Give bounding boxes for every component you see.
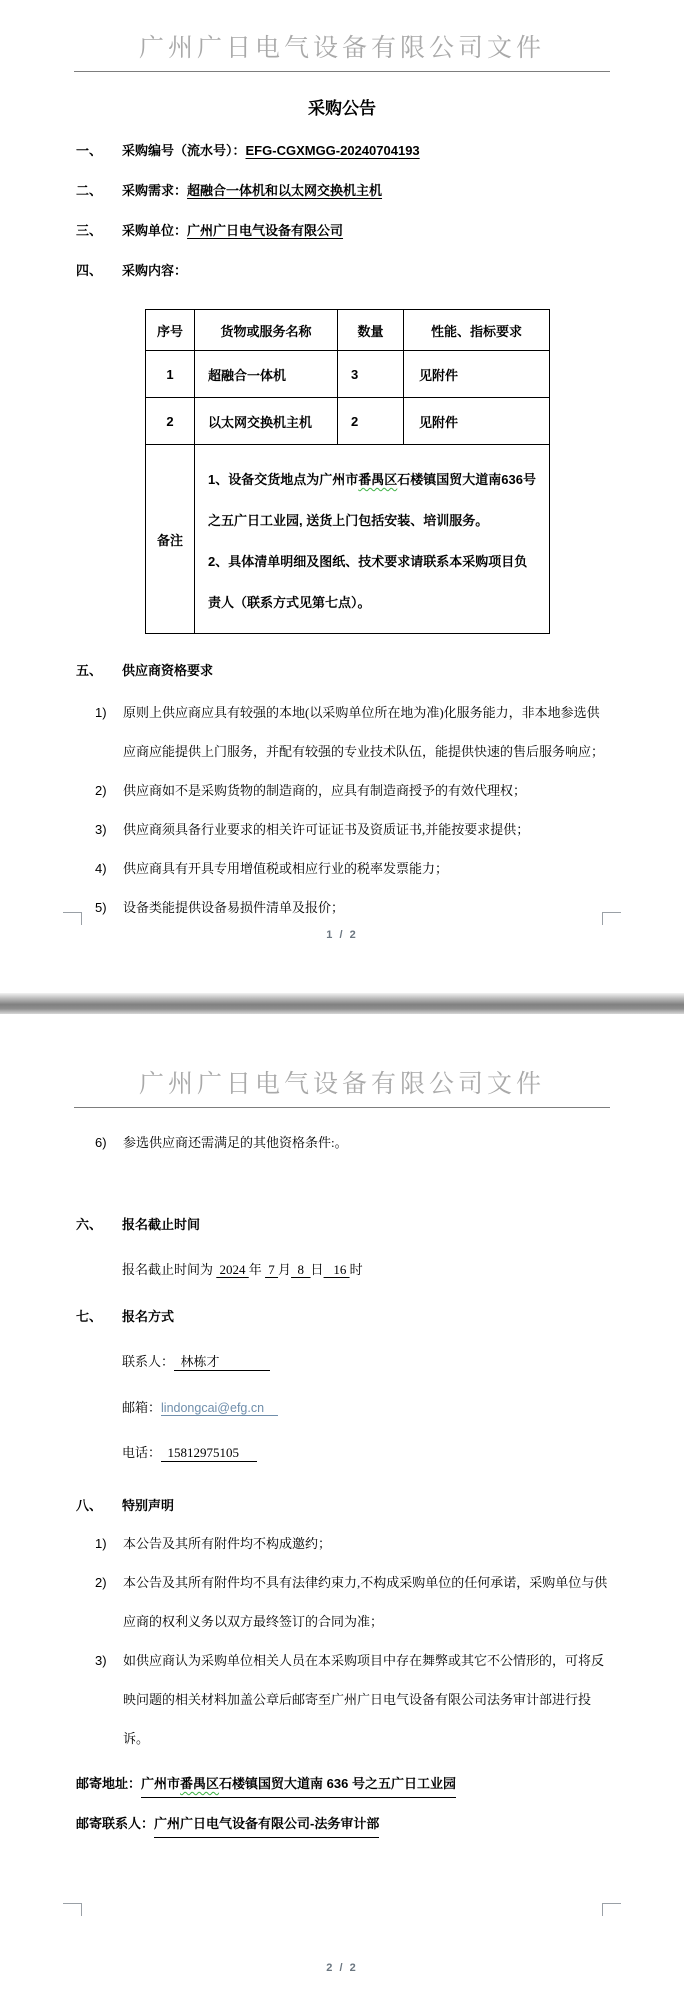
page-break-separator: [0, 993, 684, 1014]
mail-contact-value: 广州广日电气设备有限公司-法务审计部: [154, 1810, 379, 1838]
item-line: [122, 140, 420, 159]
table-row: [146, 351, 550, 398]
list-item: [76, 849, 612, 888]
margin-corner-mark: [602, 1903, 621, 1916]
section7-heading: [76, 1306, 612, 1325]
registration-deadline: [122, 1260, 612, 1280]
spellcheck-squiggle: 番禺区: [180, 1776, 220, 1791]
list-item-text: 供应商具有开具专用增值税或相应行业的税率发票能力；: [123, 861, 449, 876]
table-header-row: [146, 310, 550, 351]
table-row: [146, 398, 550, 445]
item-label: 采购编号（流水号）：: [122, 143, 246, 158]
cell-seq: 2: [146, 398, 195, 445]
list-item-number: 2): [95, 1575, 107, 1590]
qualification-list: [76, 693, 612, 927]
list-item: [76, 771, 612, 810]
document-title: 采购公告: [308, 99, 376, 118]
procurement-unit-value: 广州广日电气设备有限公司: [187, 223, 344, 238]
list-item: [76, 693, 612, 771]
deadline-month: 7: [265, 1262, 279, 1277]
mail-address-line: [76, 1770, 612, 1798]
list-item-text: 原则上供应商应具有较强的本地(以采购单位所在地为准)化服务能力，非本地参选供应商应能提供上门服务，并配有较强的专业技术队伍，能提供快速的售后服务响应；: [123, 705, 605, 759]
remark-text: 1、设备交货地点为广州市: [208, 472, 359, 487]
item-line: [122, 180, 382, 199]
deadline-day: 8: [291, 1262, 311, 1277]
procurement-demand-value: 超融合一体机和以太网交换机主机: [187, 183, 383, 198]
margin-corner-mark: [602, 912, 621, 925]
deadline-unit: 日: [310, 1262, 324, 1277]
deadline-unit: 时: [349, 1262, 363, 1277]
list-item-text: 供应商如不是采购货物的制造商的，应具有制造商授予的有效代理权；: [123, 783, 527, 798]
margin-corner-mark: [63, 1903, 82, 1916]
remark-label: 备注: [146, 445, 195, 634]
list-item-text: 供应商须具备行业要求的相关许可证证书及资质证书,并能按要求提供；: [123, 822, 530, 837]
list-item: [76, 1563, 612, 1641]
list-item-6: [76, 1123, 612, 1162]
list-item-text: 参选供应商还需满足的其他资格条件:。: [123, 1135, 348, 1150]
list-item-number: 5): [95, 900, 107, 915]
procurement-content-table: [145, 309, 550, 634]
spellcheck-squiggle: 番禺区: [358, 472, 398, 487]
page-number: 1 / 2: [326, 929, 358, 941]
cell-goods-name: 超融合一体机: [195, 351, 338, 398]
page2-content: [0, 1123, 684, 1838]
list-item-text: 本公告及其所有附件均不具有法律约束力,不构成采购单位的任何承诺，采购单位与供应商的权利义务以双方最终签订的合同为准；: [123, 1575, 608, 1629]
page-2: [0, 1014, 684, 2004]
cell-spec: 见附件: [404, 351, 550, 398]
item-procurement-content: [76, 260, 612, 279]
deadline-hour: 16: [323, 1262, 350, 1277]
section-title: 报名截止时间: [122, 1217, 201, 1232]
item-procurement-unit: [76, 220, 612, 239]
mail-address-post: 石楼镇国贸大道南 636 号之五广日工业园: [219, 1776, 456, 1791]
item-ordinal: 三、: [76, 223, 103, 238]
section-ordinal: 七、: [76, 1309, 103, 1324]
section-ordinal: 五、: [76, 663, 103, 678]
mail-contact-label: 邮寄联系人：: [76, 1816, 155, 1831]
list-item-number: 1): [95, 705, 107, 720]
page-1: [0, 0, 684, 993]
item-label: 采购单位：: [122, 223, 188, 238]
list-item-number: 3): [95, 1653, 107, 1668]
item-line: [122, 220, 343, 239]
list-item: [76, 1641, 612, 1758]
list-item-number: 1): [95, 1536, 107, 1551]
cell-quantity: 2: [338, 398, 404, 445]
list-item-number: 4): [95, 861, 107, 876]
section6-heading: [76, 1214, 612, 1233]
margin-corner-mark: [63, 912, 82, 925]
item-ordinal: 四、: [76, 263, 103, 278]
section-ordinal: 六、: [76, 1217, 103, 1232]
letterhead-rule: [74, 1107, 610, 1108]
company-letterhead: 广州广日电气设备有限公司文件: [138, 1071, 545, 1098]
section-ordinal: 八、: [76, 1498, 103, 1513]
list-item-number: 3): [95, 822, 107, 837]
mail-address-pre: 广州市: [141, 1776, 181, 1791]
item-label: 采购需求：: [122, 183, 188, 198]
mail-address-value: [141, 1770, 456, 1798]
section-title: 报名方式: [122, 1309, 175, 1324]
item-procurement-number: [76, 140, 612, 159]
contact-phone-line: [122, 1442, 612, 1462]
remark-line-1: [208, 459, 537, 541]
contact-email-line: [122, 1397, 612, 1416]
list-item-text: 如供应商认为采购单位相关人员在本采购项目中存在舞弊或其它不公情形的，可将反映问题的相关材料加盖公章后邮寄至广州广日电气设备有限公司法务审计部进行投诉。: [123, 1653, 605, 1746]
remark-text: 石楼镇国贸大道南636号之五广日工业园, 送货上门包括安装、培训服务。: [208, 472, 536, 528]
header-seq: 序号: [146, 310, 195, 351]
list-item-text: 本公告及其所有附件均不构成邀约；: [123, 1536, 332, 1551]
email-label: 邮箱：: [122, 1400, 162, 1415]
section-title: 特别声明: [122, 1498, 175, 1513]
deadline-year: 2024: [216, 1262, 249, 1277]
phone-label: 电话：: [122, 1445, 162, 1460]
page-number: 2 / 2: [326, 1962, 358, 1974]
cell-quantity: 3: [338, 351, 404, 398]
list-item: [76, 810, 612, 849]
phone-value: 15812975105: [161, 1445, 257, 1462]
contact-person-value: 林栋才: [174, 1351, 270, 1371]
list-item-number: 2): [95, 783, 107, 798]
item-ordinal: 二、: [76, 183, 103, 198]
header-goods-name: 货物或服务名称: [195, 310, 338, 351]
list-item-number: 6): [95, 1135, 107, 1150]
table-remark-row: [146, 445, 550, 634]
procurement-number-value: EFG-CGXMGG-20240704193: [245, 143, 420, 158]
cell-seq: 1: [146, 351, 195, 398]
cell-goods-name: 以太网交换机主机: [195, 398, 338, 445]
item-label: 采购内容：: [122, 263, 188, 278]
email-link[interactable]: lindongcai@efg.cn: [161, 1401, 278, 1415]
header-spec-requirements: 性能、指标要求: [404, 310, 550, 351]
contact-label: 联系人：: [122, 1354, 175, 1369]
list-item: [76, 888, 612, 927]
list-item-text: 设备类能提供设备易损件清单及报价；: [123, 900, 345, 915]
cell-spec: 见附件: [404, 398, 550, 445]
item-ordinal: 一、: [76, 143, 103, 158]
mail-contact-line: [76, 1810, 612, 1838]
section8-heading: [76, 1495, 612, 1514]
header-quantity: 数量: [338, 310, 404, 351]
list-item: [76, 1524, 612, 1563]
deadline-unit: 月: [278, 1262, 292, 1277]
special-statement-list: [76, 1524, 612, 1758]
contact-person-line: [122, 1351, 612, 1371]
page1-content: [0, 140, 684, 927]
mail-address-label: 邮寄地址：: [76, 1776, 142, 1791]
company-letterhead: 广州广日电气设备有限公司文件: [138, 35, 545, 62]
section-title: 供应商资格要求: [122, 663, 214, 678]
deadline-prefix: 报名截止时间为: [122, 1262, 217, 1277]
item-procurement-demand: [76, 180, 612, 199]
section5-heading: [76, 660, 612, 679]
remark-line-2: 2、具体清单明细及图纸、技术要求请联系本采购项目负责人（联系方式见第七点）。: [208, 554, 528, 610]
remark-content: [195, 445, 550, 634]
letterhead-rule: [74, 71, 610, 72]
deadline-unit: 年: [248, 1262, 266, 1277]
